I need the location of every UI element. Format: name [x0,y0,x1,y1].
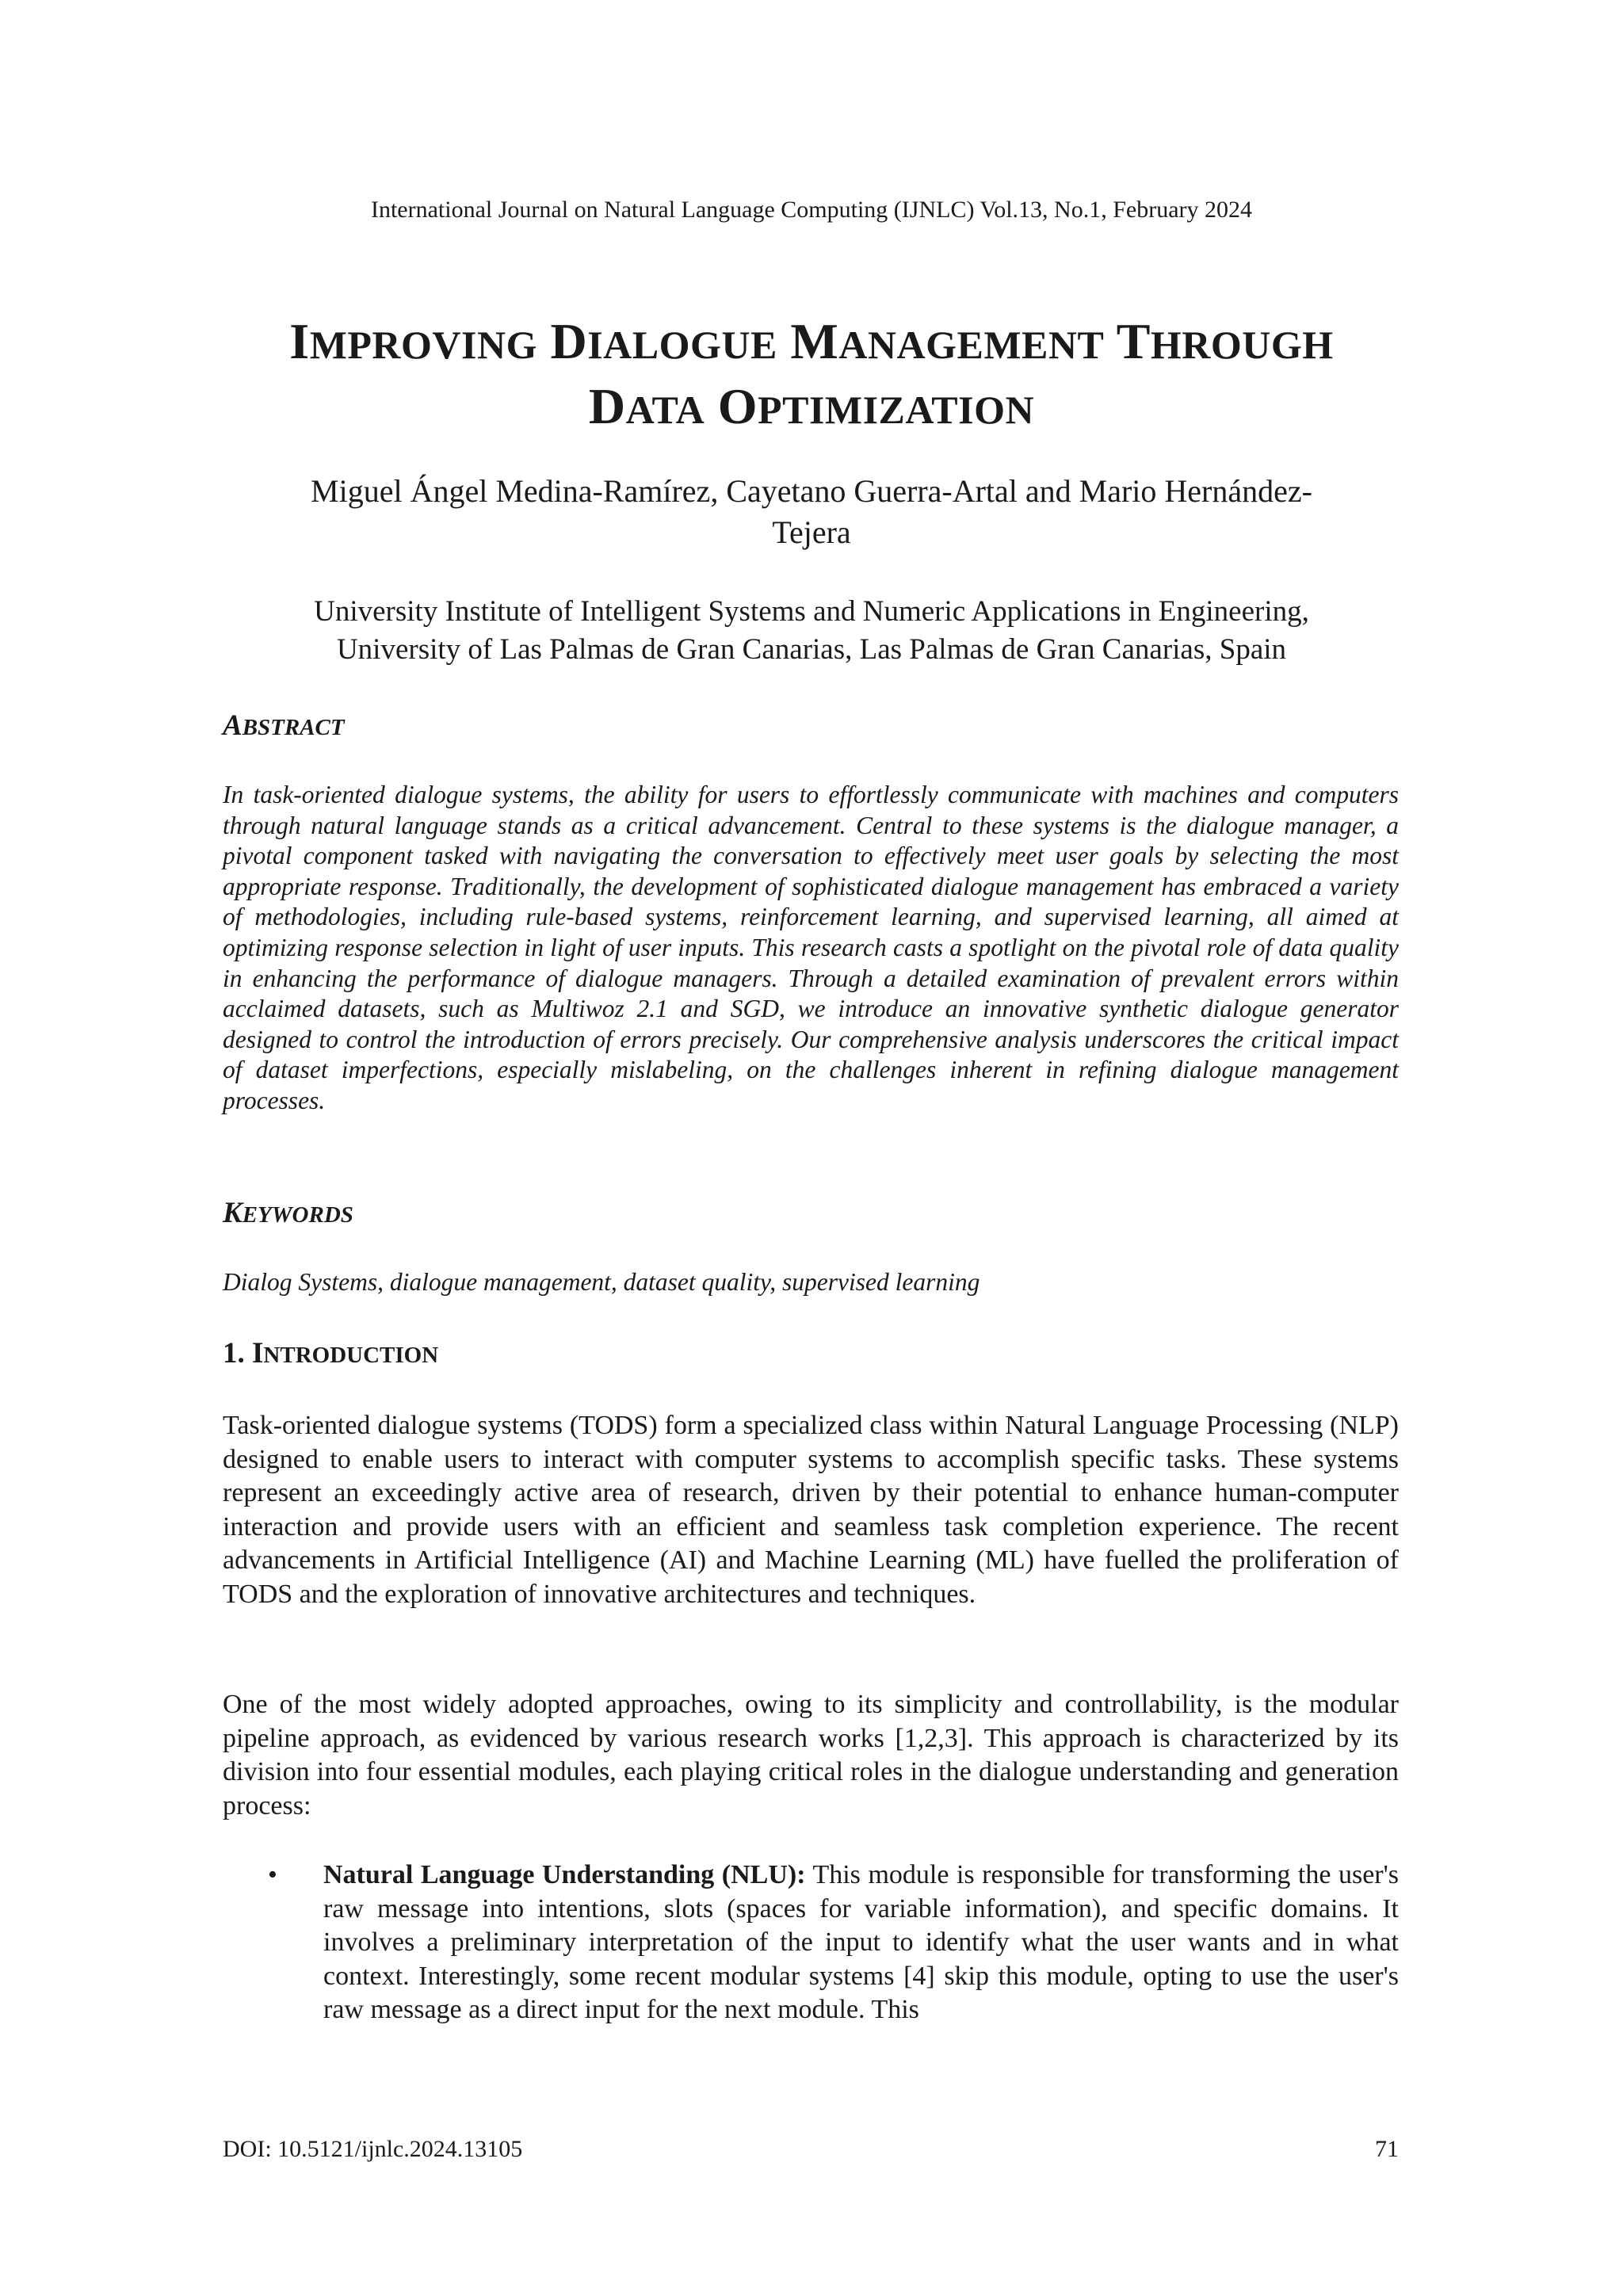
title-word-initial: M [790,313,839,369]
author-list [158,471,1465,553]
authors-line-1: Miguel Ángel Medina-Ramírez, Cayetano Guerra-Artal and Mario Hernández- [311,473,1312,509]
page-number: 71 [1375,2136,1399,2162]
keywords-text: Dialog Systems, dialogue management, dataset quality, supervised learning [223,1268,980,1296]
heading-rest: EYWORDS [242,1202,353,1228]
title-word-rest: HROUGH [1150,323,1334,367]
affiliation [158,593,1465,669]
intro-paragraph-2: One of the most widely adopted approaches, owing to its simplicity and controllability, is the modular pipeline approach, as evidenced by various research works [1,2,3]. This approach is characterized by its division into four essential modules, each playing critical roles in the dialogue understanding and generation process: [223,1690,1399,1820]
title-word-rest: ANAGEMENT [838,323,1105,367]
title-line-1 [143,311,1480,376]
intro-paragraph-1: Task-oriented dialogue systems (TODS) form a specialized class within Natural Language Processing (NLP) designed to enable users to interact with computer systems to accomplish specific tasks. These systems represent an exceedingly active area of research, driven by their potential to enhance human-computer interaction and provide users with an efficient and seamless task completion experience. The recent advancements in Artificial Intelligence (AI) and Machine Learning (ML) have fuelled the proliferation of TODS and the exploration of innovative architectures and techniques. [223,1411,1399,1609]
heading-rest: NTRODUCTION [263,1343,439,1368]
title-word-rest: MPROVING [309,323,537,367]
title-line-2 [143,376,1480,441]
title-word-initial: T [1116,313,1151,369]
bullet-marker: • [268,1860,277,1889]
heading-initial: A [223,709,242,742]
heading-number: 1. [223,1337,252,1370]
abstract-heading [223,709,345,745]
paper-title [143,311,1480,441]
title-word-rest: PTIMIZATION [758,388,1035,432]
bullet-text: This module is responsible for transforming the user's raw message into intentions, slots (spaces for variable information), and specific domains. It involves a preliminary interpretation of the input to identify what the user wants and in what context. Interestingly, some recent modular systems [4] skip this module, opting to use the user's raw message as a direct input for the next module. This [323,1860,1399,2024]
affiliation-line-1: University Institute of Intelligent Systems and Numeric Applications in Engineering, [314,595,1309,628]
introduction-heading [223,1336,438,1373]
title-word-initial: I [289,313,310,369]
title-word-initial: D [550,313,588,369]
footer-doi: DOI: 10.5121/ijnlc.2024.13105 [223,2136,523,2162]
heading-initial: K [223,1197,242,1229]
bullet-body [323,1859,1399,2027]
title-word-initial: D [588,378,626,434]
heading-initial: I [252,1337,264,1370]
title-word-rest: ATA [625,388,705,432]
heading-rest: BSTRACT [242,715,345,740]
affiliation-line-2: University of Las Palmas de Gran Canarias, Las Palmas de Gran Canarias, Spain [336,633,1287,666]
running-head: International Journal on Natural Language Computing (IJNLC) Vol.13, No.1, February 2024 [370,197,1253,223]
keywords-heading [223,1196,353,1232]
title-word-initial: O [717,378,758,434]
title-word-rest: IALOGUE [587,323,777,367]
authors-line-2: Tejera [772,514,851,550]
bullet-term: Natural Language Understanding (NLU): [323,1860,806,1889]
abstract-text: In task-oriented dialogue systems, the ability for users to effortlessly communicate with machines and computers through natural language stands as a critical advancement. Central to these systems is the dialogue manager, a pivotal component tasked with navigating the conversation to effectively meet user goals by selecting the most appropriate response. Traditionally, the development of sophisticated dialogue management has embraced a variety of methodologies, including rule-based systems, reinforcement learning, and supervised learning, all aimed at optimizing response selection in light of user inputs. This research casts a spotlight on the pivotal role of data quality in enhancing the performance of dialogue managers. Through a detailed examination of prevalent errors within acclaimed datasets, such as Multiwoz 2.1 and SGD, we introduce an innovative synthetic dialogue generator designed to control the introduction of errors precisely. Our comprehensive analysis underscores the critical impact of dataset imperfections, especially mislabeling, on the challenges inherent in refining dialogue management processes. [223,781,1399,1114]
